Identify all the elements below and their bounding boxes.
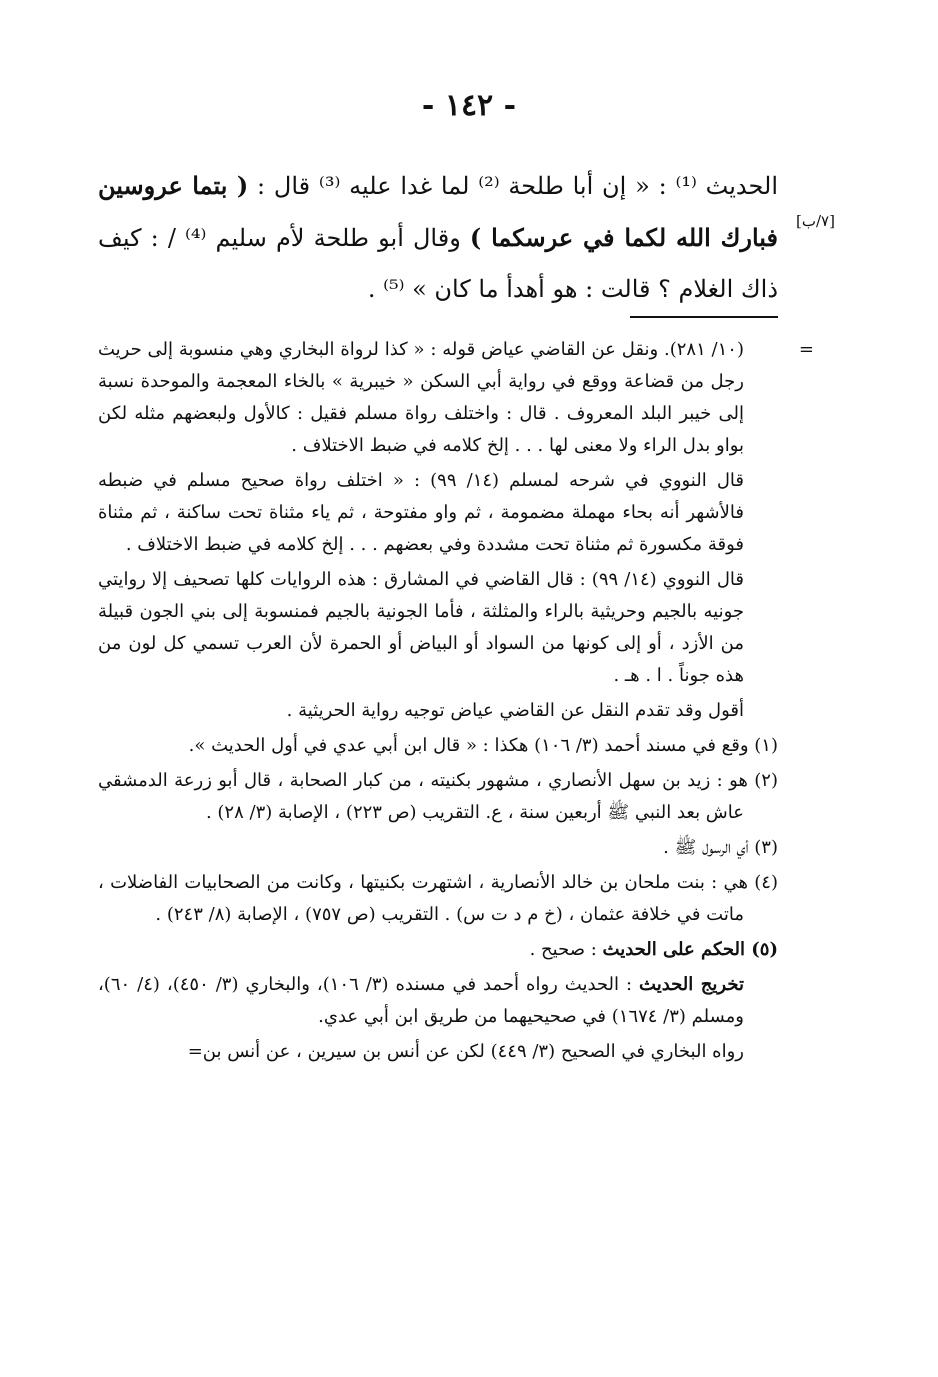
footnote-last-line: رواه البخاري في الصحيح (٣/ ٤٤٩) لكن عن أنس بن سيرين ، عن أنس بن= <box>187 1041 744 1062</box>
footnote-1: (١) وقع في مسند أحمد (٣/ ١٠٦) هكذا : « قال ابن أبي عدي في أول الحديث ». <box>188 735 778 756</box>
footnote-continuation-2: قال النووي في شرحه لمسلم (١٤/ ٩٩) : « اختلف رواة صحيح مسلم في ضبطه فالأشهر أنه بحاء مهملة مضمومة ، ثم واو مفتوحة ، ثم ياء مثناة تحت ساكنة ، ثم مثناة فوقة مكسورة ثم مثناة تحت مشددة وفي بعضهم . . . إلخ كلامه في ضبط الاختلاف . <box>98 470 744 555</box>
main-text <box>98 160 778 315</box>
footnote-separator <box>630 316 778 318</box>
footnote-5 <box>98 934 778 966</box>
footnote-5-label: (٥) الحكم على الحديث <box>602 939 778 960</box>
footnote-2: (٢) هو : زيد بن سهل الأنصاري ، مشهور بكنيته ، من كبار الصحابة ، قال أبو زرعة الدمشقي عاش بعد النبي ﷺ أربعين سنة ، ع. التقريب (ص ٢٢٣) ، الإصابة (٣/ ٢٨) . <box>98 770 778 823</box>
folio-margin-mark: [٧/ب] <box>796 212 835 230</box>
footnote-4: (٤) هي : بنت ملحان بن خالد الأنصارية ، اشتهرت بكنيتها ، وكانت من الصحابيات الفاضلات ، ماتت في خلافة عثمان ، (خ م د ت س) . التقريب (ص ٧٥٧) ، الإصابة (٨/ ٢٤٣) . <box>98 872 778 925</box>
takhrij-text: : الحديث رواه أحمد في مسنده (٣/ ١٠٦)، والبخاري (٣/ ٤٥٠)، (٤/ ٦٠)، ومسلم (٣/ ١٦٧٤) في صحيحيهما من طريق ابن أبي عدي. <box>98 974 744 1027</box>
page-number: - ١٤٢ - <box>421 88 517 123</box>
takhrij <box>98 969 778 1033</box>
footnote-continuation-3: قال النووي (١٤/ ٩٩) : قال القاضي في المشارق : هذه الروايات كلها تصحيف إلا روايتي جونيه بالجيم وحريثية بالراء والمثلثة ، فأما الجونية بالجيم فمنسوبة إلى بني الجون قبيلة من الأزد ، أو إلى كونها من السواد أو البياض أو الحمرة لأن العرب تسمي كل لون من هذه جوناً . ا . هـ . <box>98 569 744 686</box>
takhrij-label: تخريج الحديث <box>639 974 744 995</box>
footnote-3: (٣) أي الرسول ﷺ . <box>663 837 778 858</box>
main-text-quote: ( بتما عروسين فبارك الله لكما في عرسكما ) <box>98 171 778 252</box>
continuation-marker: = <box>798 339 814 360</box>
footnotes <box>98 334 814 1071</box>
main-text-part2: وقال أبو طلحة لأم سليم ⁽⁴⁾ / : كيف ذاك الغلام ؟ قالت : هو أهدأ ما كان » ⁽⁵⁾ . <box>98 224 778 303</box>
footnote-continuation-4: أقول وقد تقدم النقل عن القاضي عياض توجيه رواية الحريثية . <box>286 700 744 721</box>
main-text-part1: الحديث ⁽¹⁾ : « إن أبا طلحة ⁽²⁾ لما غدا عليه ⁽³⁾ قال : <box>248 172 778 200</box>
footnote-continuation-1 <box>98 334 814 462</box>
footnote-5-text: : صحيح . <box>529 939 603 960</box>
footnote-continuation-1-text: (١٠/ ٢٨١). ونقل عن القاضي عياض قوله : « كذا لرواة البخاري وهي منسوبة إلى حريث رجل من قضاعة ووقع في رواية أبي السكن « خيبرية » بالخاء المعجمة والموحدة نسبة إلى خيبر البلد المعروف . قال : واختلف رواة مسلم فقيل : كالأول ولبعضهم مثله لكن بواو بدل الراء ولا معنى لها . . . إلخ كلامه في ضبط الاختلاف . <box>98 339 744 456</box>
